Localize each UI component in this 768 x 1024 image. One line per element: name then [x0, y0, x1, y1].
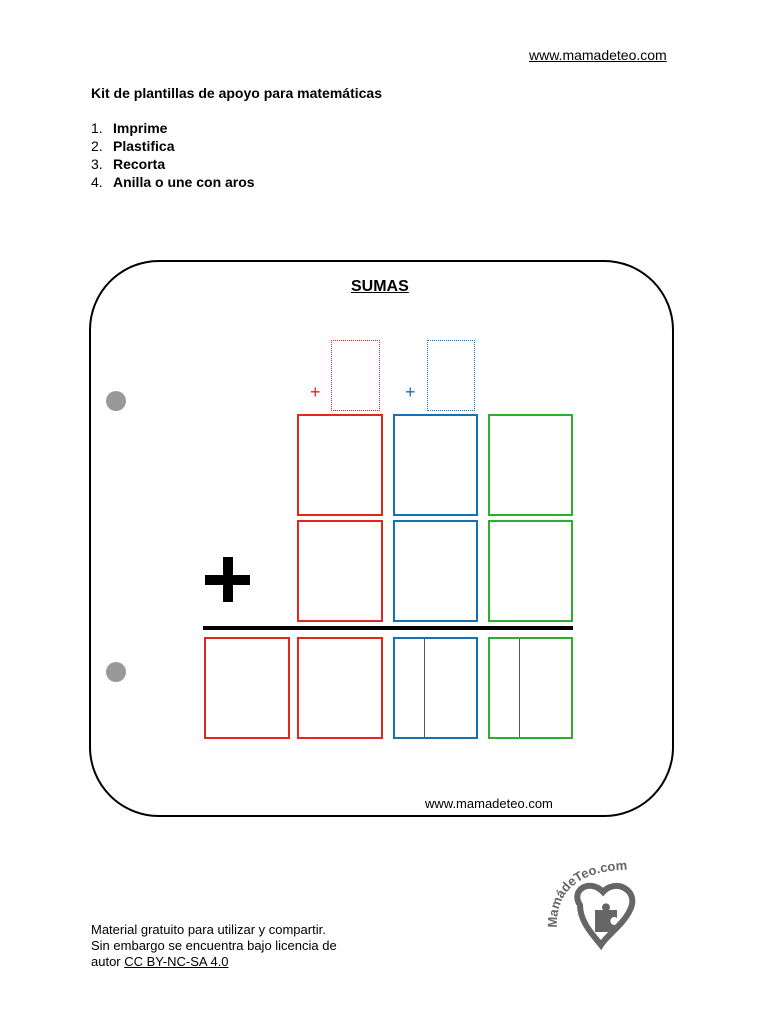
result-box-divider: [519, 639, 520, 737]
digit-box-blue: [393, 414, 478, 516]
site-link[interactable]: www.mamadeteo.com: [529, 47, 667, 63]
carry-box-red: [331, 340, 380, 411]
result-box-blue: [393, 637, 478, 739]
binder-hole-top: [106, 391, 126, 411]
step-number: 3.: [91, 156, 103, 172]
kit-title: Kit de plantillas de apoyo para matemáticas: [91, 85, 382, 101]
license-line: [91, 954, 337, 970]
digit-box-green: [488, 520, 573, 622]
step-number: 2.: [91, 138, 103, 154]
step-text: Plastifica: [113, 138, 175, 154]
result-box-green: [488, 637, 573, 739]
step-number: 4.: [91, 174, 103, 190]
binder-hole-bottom: [106, 662, 126, 682]
step-text: Recorta: [113, 156, 166, 172]
result-box-divider: [424, 639, 425, 737]
digit-box-green: [488, 414, 573, 516]
digit-box-blue: [393, 520, 478, 622]
card-footer-link: www.mamadeteo.com: [425, 796, 553, 811]
steps-list: [91, 119, 255, 191]
digit-box-red: [297, 414, 383, 516]
digit-box-red: [297, 520, 383, 622]
license-text: [91, 922, 337, 970]
list-item: [91, 155, 255, 173]
step-text: Imprime: [113, 120, 168, 136]
result-box-red: [204, 637, 290, 739]
carry-plus-blue: +: [405, 382, 416, 402]
license-prefix: autor: [91, 954, 125, 969]
sum-line: [203, 626, 573, 630]
list-item: [91, 173, 255, 191]
card-title: SUMAS: [351, 278, 409, 295]
carry-box-blue: [427, 340, 475, 411]
heart-puzzle-icon: [535, 850, 665, 960]
carry-plus-red: +: [310, 382, 321, 402]
result-box-red: [297, 637, 383, 739]
plus-operator-icon: [223, 557, 233, 602]
logo-text: MamádeTeo.com: [544, 857, 628, 928]
list-item: [91, 119, 255, 137]
list-item: [91, 137, 255, 155]
license-line: Material gratuito para utilizar y compartir.: [91, 922, 326, 937]
license-line: Sin embargo se encuentra bajo licencia de: [91, 938, 337, 953]
license-link[interactable]: CC BY-NC-SA 4.0: [124, 954, 229, 969]
step-text: Anilla o une con aros: [113, 174, 255, 190]
step-number: 1.: [91, 120, 103, 136]
